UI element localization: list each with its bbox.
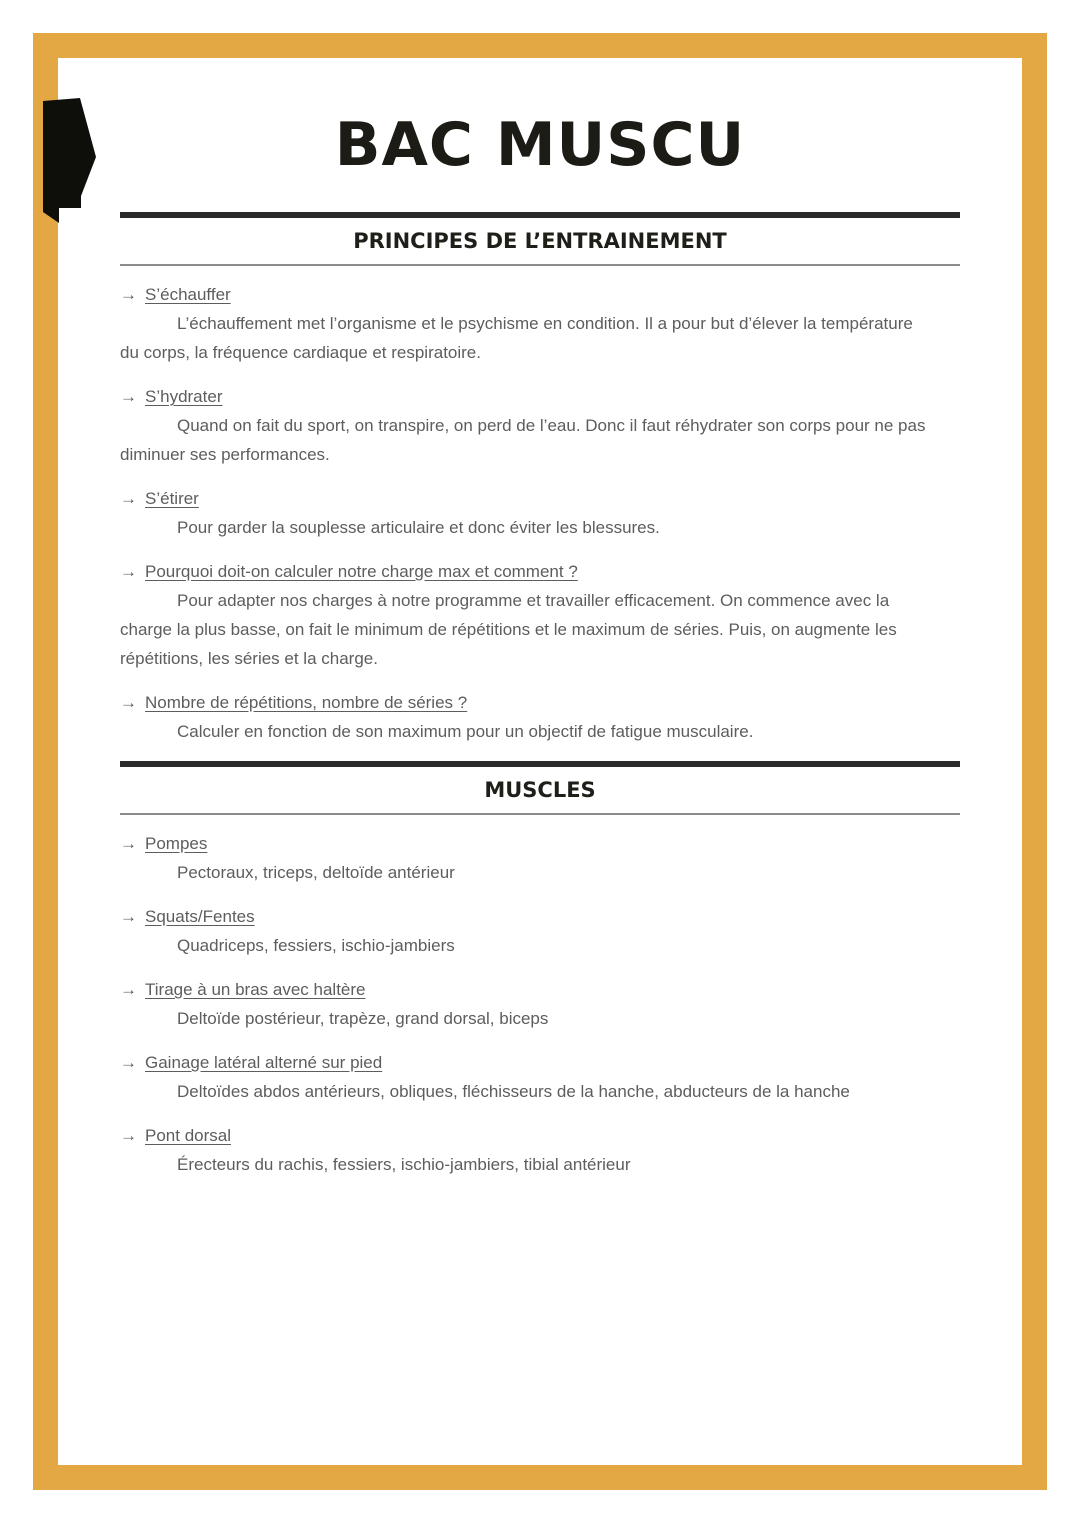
list-item [120,1121,926,1179]
section [120,761,960,1179]
item-heading-text: Nombre de répétitions, nombre de séries ? [145,693,468,712]
item-description: Pour adapter nos charges à notre programme et travailler efficacement. On commence avec la charge la plus basse, on fait le minimum de répétitions et le maximum de séries. Puis, on augmente les répétitions, les séries et la charge. [120,591,897,668]
item-list [120,829,926,1179]
item-heading [120,975,926,1004]
item-heading-text: Pont dorsal [145,1126,231,1145]
item-description: Pectoraux, triceps, deltoïde antérieur [177,863,455,882]
section-title: PRINCIPES DE L’ENTRAINEMENT [353,229,727,253]
item-heading [120,557,926,586]
item-description: Pour garder la souplesse articulaire et donc éviter les blessures. [177,518,660,537]
page-title: BAC MUSCU [334,110,746,180]
item-description: Calculer en fonction de son maximum pour un objectif de fatigue musculaire. [177,722,754,741]
item-description: Érecteurs du rachis, fessiers, ischio-jambiers, tibial antérieur [177,1155,631,1174]
item-description: Deltoïdes abdos antérieurs, obliques, fléchisseurs de la hanche, abducteurs de la hanche [177,1082,850,1101]
arrow-icon: → [120,387,137,406]
item-heading [120,1121,926,1150]
item-description: L’échauffement met l’organisme et le psychisme en condition. Il a pour but d’élever la température du corps, la fréquence cardiaque et respiratoire. [120,314,913,362]
arrow-icon: → [120,907,137,926]
list-item [120,382,926,469]
arrow-icon: → [120,562,137,581]
list-item [120,557,926,673]
list-item [120,280,926,367]
list-item [120,688,926,746]
arrow-icon: → [120,1126,137,1145]
item-heading [120,1048,926,1077]
item-heading-text: Squats/Fentes [145,907,255,926]
list-item [120,484,926,542]
item-heading-text: S’étirer [145,489,199,508]
arrow-icon: → [120,980,137,999]
list-item [120,1048,926,1106]
item-heading-text: Gainage latéral alterné sur pied [145,1053,383,1072]
item-description: Quadriceps, fessiers, ischio-jambiers [177,936,455,955]
arrow-icon: → [120,693,137,712]
item-description: Deltoïde postérieur, trapèze, grand dorsal, biceps [177,1009,549,1028]
item-heading-text: Tirage à un bras avec haltère [145,980,366,999]
item-description: Quand on fait du sport, on transpire, on perd de l’eau. Donc il faut réhydrater son corps pour ne pas diminuer ses performances. [120,416,926,464]
item-heading-text: Pourquoi doit-on calculer notre charge max et comment ? [145,562,578,581]
section-rule-thick [120,761,960,767]
content-area [58,58,1022,1465]
section-rule-thick [120,212,960,218]
list-item [120,975,926,1033]
item-heading-text: Pompes [145,834,208,853]
section-rule-thin [120,264,960,266]
arrow-icon: → [120,1053,137,1072]
sections [120,212,960,1179]
arrow-icon: → [120,834,137,853]
item-heading [120,382,926,411]
item-heading-text: S’échauffer [145,285,231,304]
item-heading [120,484,926,513]
arrow-icon: → [120,489,137,508]
section [120,212,960,746]
item-heading [120,829,926,858]
list-item [120,902,926,960]
item-list [120,280,926,746]
item-heading [120,902,926,931]
list-item [120,829,926,887]
section-rule-thin [120,813,960,815]
item-heading [120,688,926,717]
item-heading-text: S’hydrater [145,387,223,406]
arrow-icon: → [120,285,137,304]
section-title: MUSCLES [484,778,596,802]
item-heading [120,280,926,309]
